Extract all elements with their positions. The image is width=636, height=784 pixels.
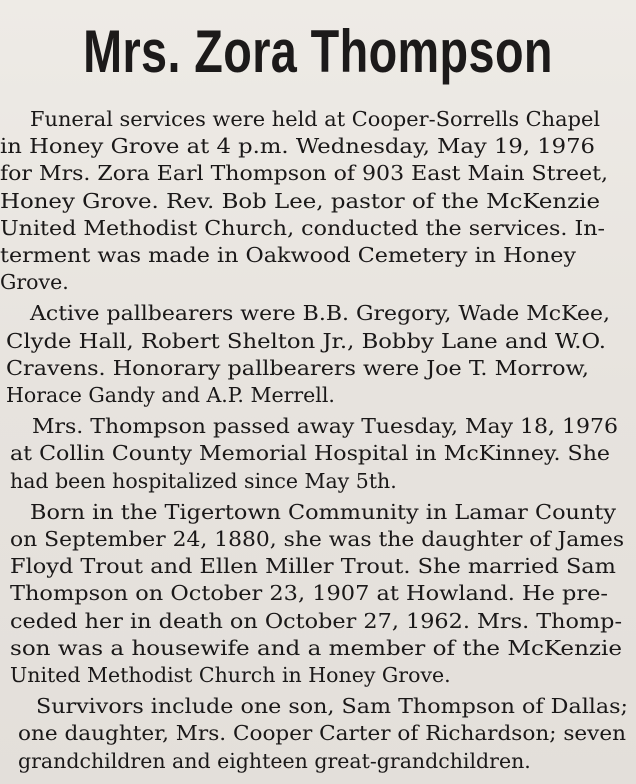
text-line: on September 24, 1880, she was the daughter of James	[10, 527, 625, 552]
paragraph	[0, 106, 636, 296]
text-line: Clyde Hall, Robert Shelton Jr., Bobby Lane and W.O.	[6, 328, 606, 353]
text-line: Grove.	[0, 270, 69, 295]
text-line: United Methodist Church in Honey Grove.	[10, 663, 451, 688]
text-line: one daughter, Mrs. Cooper Carter of Richardson; seven	[18, 721, 627, 746]
text-line: Thompson on October 23, 1907 at Howland. He pre-	[10, 581, 608, 606]
paragraph	[0, 413, 636, 495]
text-line: Honey Grove. Rev. Bob Lee, pastor of the McKenzie	[0, 188, 601, 213]
text-line: Mrs. Thompson passed away Tuesday, May 18, 1976	[32, 414, 618, 439]
text-line: ceded her in death on October 27, 1962. Mrs. Thomp-	[10, 608, 623, 633]
text-line: Born in the Tigertown Community in Lamar County	[30, 499, 616, 524]
text-line: had been hospitalized since May 5th.	[10, 468, 397, 493]
text-line: Active pallbearers were B.B. Gregory, Wade McKee,	[30, 301, 610, 326]
obituary-body	[0, 106, 636, 775]
text-line: for Mrs. Zora Earl Thompson of 903 East Main Street,	[0, 161, 609, 186]
paragraph	[0, 499, 636, 689]
text-line: Funeral services were held at Cooper-Sorrells Chapel	[30, 107, 601, 131]
text-line: son was a housewife and a member of the McKenzie	[10, 635, 623, 660]
text-line: Survivors include one son, Sam Thompson of Dallas;	[36, 694, 629, 719]
paragraph	[0, 693, 636, 775]
text-line: terment was made in Oakwood Cemetery in Honey	[0, 243, 576, 268]
obituary-headline: Mrs. Zora Thompson	[83, 18, 553, 85]
text-line: at Collin County Memorial Hospital in McKinney. She	[10, 441, 611, 466]
text-line: Horace Gandy and A.P. Merrell.	[6, 383, 335, 408]
text-line: Cravens. Honorary pallbearers were Joe T. Morrow,	[6, 355, 590, 380]
text-line: in Honey Grove at 4 p.m. Wednesday, May 19, 1976	[0, 134, 595, 159]
text-line: Floyd Trout and Ellen Miller Trout. She married Sam	[10, 554, 616, 579]
text-line: United Methodist Church, conducted the services. In-	[0, 215, 605, 240]
text-line: grandchildren and eighteen great-grandchildren.	[18, 748, 531, 773]
paragraph	[0, 300, 636, 409]
